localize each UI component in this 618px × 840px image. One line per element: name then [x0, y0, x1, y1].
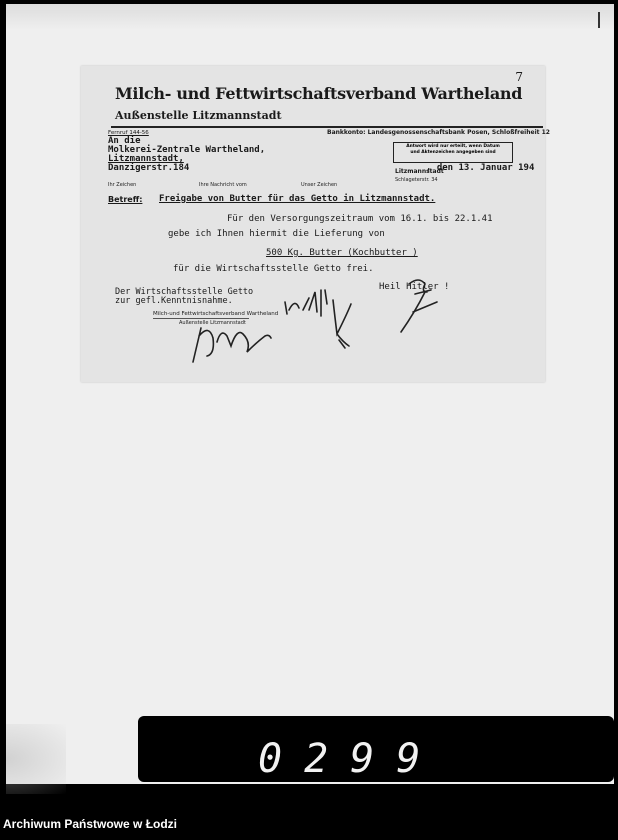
stamp-line: Milch-und Fettwirtschaftsverband Wartheland [153, 311, 279, 317]
ref-label: Ihr Zeichen [108, 182, 137, 188]
subject-label: Betreff: [108, 195, 143, 204]
city-label: Litzmannstadt [395, 168, 444, 175]
handwritten-signatures [81, 66, 545, 382]
body-line: gebe ich Ihnen hiermit die Lieferung von [168, 229, 385, 239]
smudge [6, 724, 66, 794]
handwritten-page-number: 7 [515, 70, 523, 84]
body-line: 500 Kg. Butter (Kochbutter ) [266, 248, 418, 258]
frame-number: 0299 [258, 736, 443, 782]
signature-left [193, 328, 271, 362]
cc-line: zur gefl.Kenntnisnahme. [115, 296, 233, 306]
bank-account-line: Bankkonto: Landesgenossenschaftsbank Posen, Schloßfreiheit 12 [327, 129, 550, 136]
street-label: Schlageterstr. 34 [395, 177, 438, 183]
archive-name: Archiwum Państwowe w Łodzi [3, 817, 178, 831]
ref-label: Unser Zeichen [301, 182, 338, 188]
initials-check [333, 300, 351, 348]
letter-date: , den 13. Januar 194 [426, 163, 535, 173]
ref-label: Ihre Nachricht vom [199, 182, 247, 188]
address-line: Litzmannstadt, [108, 154, 184, 164]
body-line: für die Wirtschaftsstelle Getto frei. [173, 264, 374, 274]
letterhead-org-name: Milch- und Fettwirtschaftsverband Wartheland [115, 84, 523, 103]
notice-line: und Aktenzeichen angegeben sind [410, 149, 496, 155]
closing-signature [401, 280, 437, 332]
letterhead-branch: Außenstelle Litzmannstadt [115, 109, 282, 122]
stamp-line: Außenstelle Litzmannstadt [179, 320, 246, 326]
address-line: Molkerei-Zentrale Wartheland, [108, 145, 266, 155]
cc-line: Der Wirtschaftsstelle Getto [115, 287, 254, 297]
phone-reference: Fernruf 144-56 [108, 130, 149, 136]
corner-mark [598, 12, 608, 28]
notice-line: Antwort wird nur erteilt, wenn Datum [406, 144, 500, 149]
address-line: An die [108, 136, 141, 146]
letter-document [81, 66, 550, 382]
sheet-shadow-edge [6, 4, 614, 30]
initials-mark [285, 290, 327, 316]
subject-line: Freigabe von Butter für das Getto in Litzmannstadt. [159, 194, 436, 204]
address-line: Danzigerstr.184 [108, 163, 190, 173]
closing-line: Heil Hitler ! [379, 282, 450, 292]
body-line: Für den Versorgungszeitraum vom 16.1. bis 22.1.41 [227, 214, 493, 224]
